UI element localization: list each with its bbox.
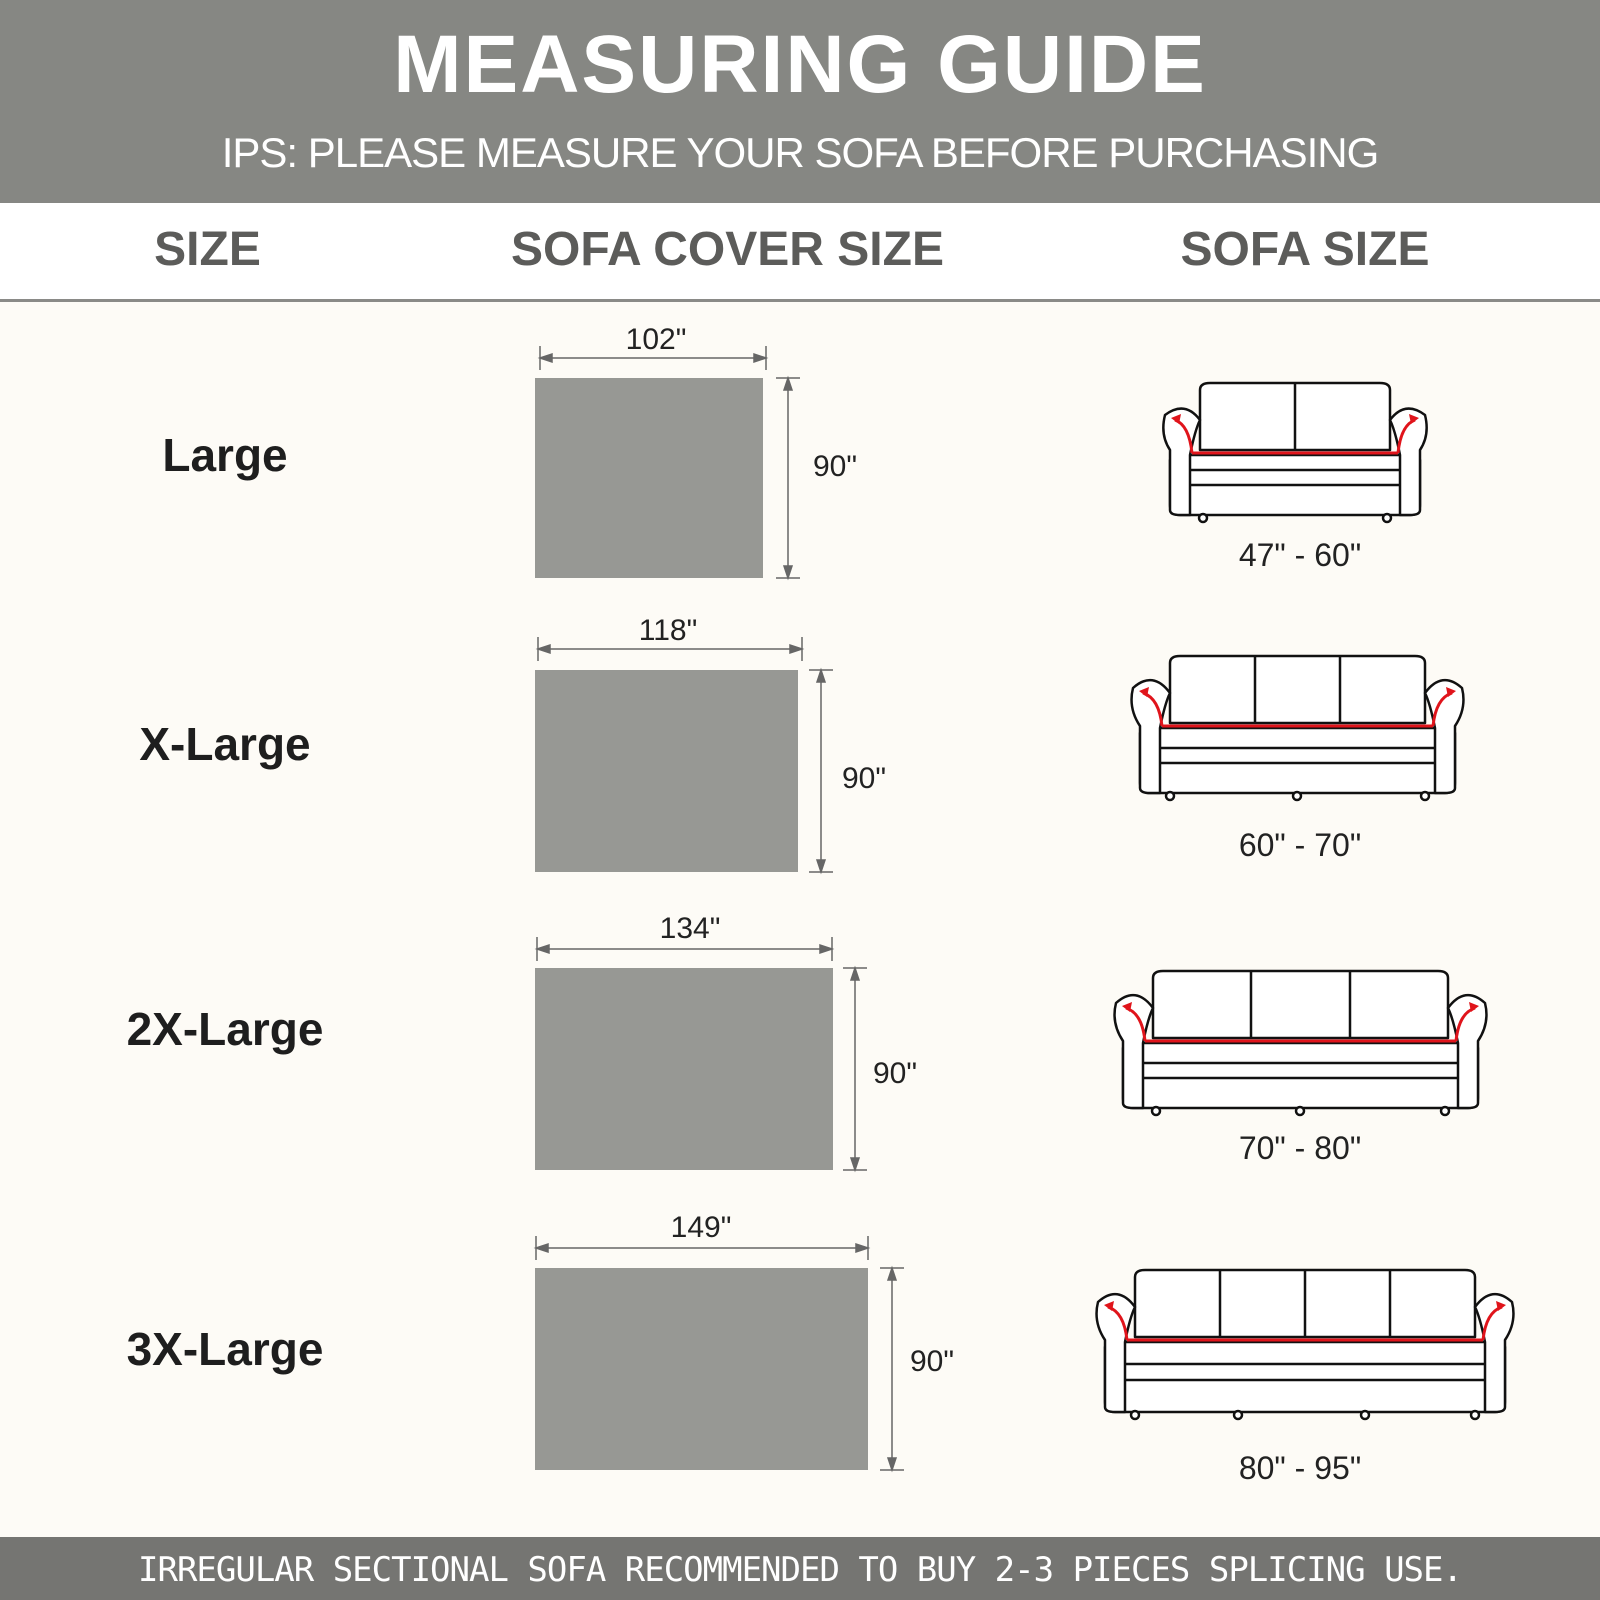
cover-width-label: 134" [659,912,721,945]
footer-note: IRREGULAR SECTIONAL SOFA RECOMMENDED TO BUY 2-3 PIECES SPLICING USE. [138,1550,1462,1590]
size-label-x-large: X-Large [139,718,311,770]
size-label-3x-large: 3X-Large [126,1323,324,1375]
cover-height-label: 90" [872,1057,918,1090]
cover-width-label: 118" [638,614,698,647]
sofa-range-2x-large: 70" - 80" [1238,1130,1362,1166]
sofa-range-3x-large: 80" - 95" [1238,1450,1362,1486]
sofa-range-x-large: 60" - 70" [1238,827,1362,863]
column-header-cover: SOFA COVER SIZE [511,223,944,276]
sofa-range-large: 47" - 60" [1238,537,1362,573]
sofa-4-seat-icon [1090,1262,1520,1432]
page-title: MEASURING GUIDE [393,19,1207,110]
column-header-size: SIZE [154,223,261,276]
cover-width-label: 149" [670,1211,732,1244]
page-subtitle: IPS: PLEASE MEASURE YOUR SOFA BEFORE PURCHASING [221,129,1379,176]
sofa-3-seat-large-icon [1108,963,1493,1128]
sofa-2-seat-icon [1155,375,1435,535]
size-label-2x-large: 2X-Large [126,1003,324,1055]
cover-height-label: 90" [812,450,858,483]
cover-height-label: 90" [909,1345,955,1378]
sofa-3-seat-icon [1125,648,1470,813]
size-label-large: Large [162,429,288,481]
column-header-sofa: SOFA SIZE [1180,223,1430,276]
cover-height-label: 90" [841,762,887,795]
cover-width-label: 102" [625,323,687,356]
